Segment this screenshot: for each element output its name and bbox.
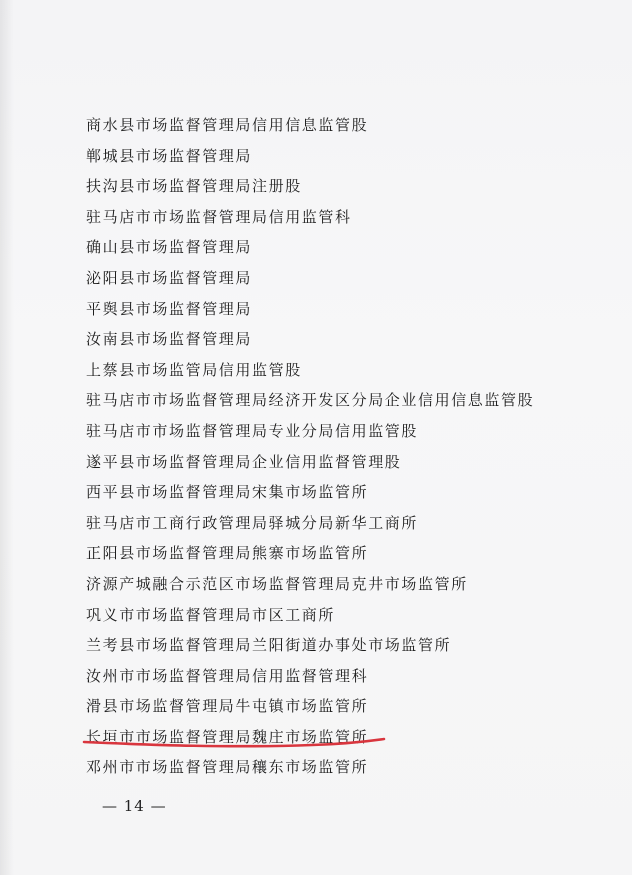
list-item: 兰考县市场监督管理局兰阳街道办事处市场监管所 — [86, 636, 452, 655]
list-item: 驻马店市市场监督管理局专业分局信用监管股 — [86, 421, 419, 440]
list-item: 扶沟县市场监督管理局注册股 — [86, 177, 302, 196]
list-item: 邓州市市场监督管理局穰东市场监管所 — [86, 758, 369, 777]
page-edge-shadow — [0, 0, 14, 875]
list-item: 巩义市市场监督管理局市区工商所 — [86, 605, 336, 624]
list-item: 商水县市场监督管理局信用信息监管股 — [86, 116, 369, 134]
list-item: 确山县市场监督管理局 — [86, 238, 253, 257]
list-item: 郸城县市场监督管理局 — [86, 146, 253, 165]
list-item: 上蔡县市场监管局信用监管股 — [86, 360, 302, 379]
list-item: 驻马店市市场监督管理局信用监管科 — [86, 207, 352, 226]
list-item: 驻马店市市场监督管理局经济开发区分局企业信用信息监管股 — [86, 391, 535, 410]
list-item: 滑县市场监督管理局牛屯镇市场监管所 — [86, 697, 369, 716]
organization-list — [86, 110, 616, 783]
highlighted-list-item: 长垣市市场监督管理局魏庄市场监管所 — [86, 727, 369, 746]
list-item: 济源产城融合示范区市场监督管理局克井市场监管所 — [86, 574, 468, 593]
underline-stroke — [84, 739, 384, 746]
red-underline-mark — [82, 736, 386, 750]
list-item: 西平县市场监督管理局宋集市场监管所 — [86, 483, 369, 502]
list-item: 汝南县市场监督管理局 — [86, 330, 253, 349]
list-item: 汝州市市场监督管理局信用监督管理科 — [86, 666, 369, 685]
list-item: 泌阳县市场监督管理局 — [86, 268, 253, 287]
page-number: — 14 — — [102, 797, 167, 815]
list-item: 正阳县市场监督管理局熊寨市场监管所 — [86, 544, 369, 563]
list-item: 遂平县市场监督管理局企业信用监督管理股 — [86, 452, 402, 471]
list-item: 驻马店市工商行政管理局驿城分局新华工商所 — [86, 513, 419, 532]
list-item: 平舆县市场监督管理局 — [86, 299, 253, 318]
